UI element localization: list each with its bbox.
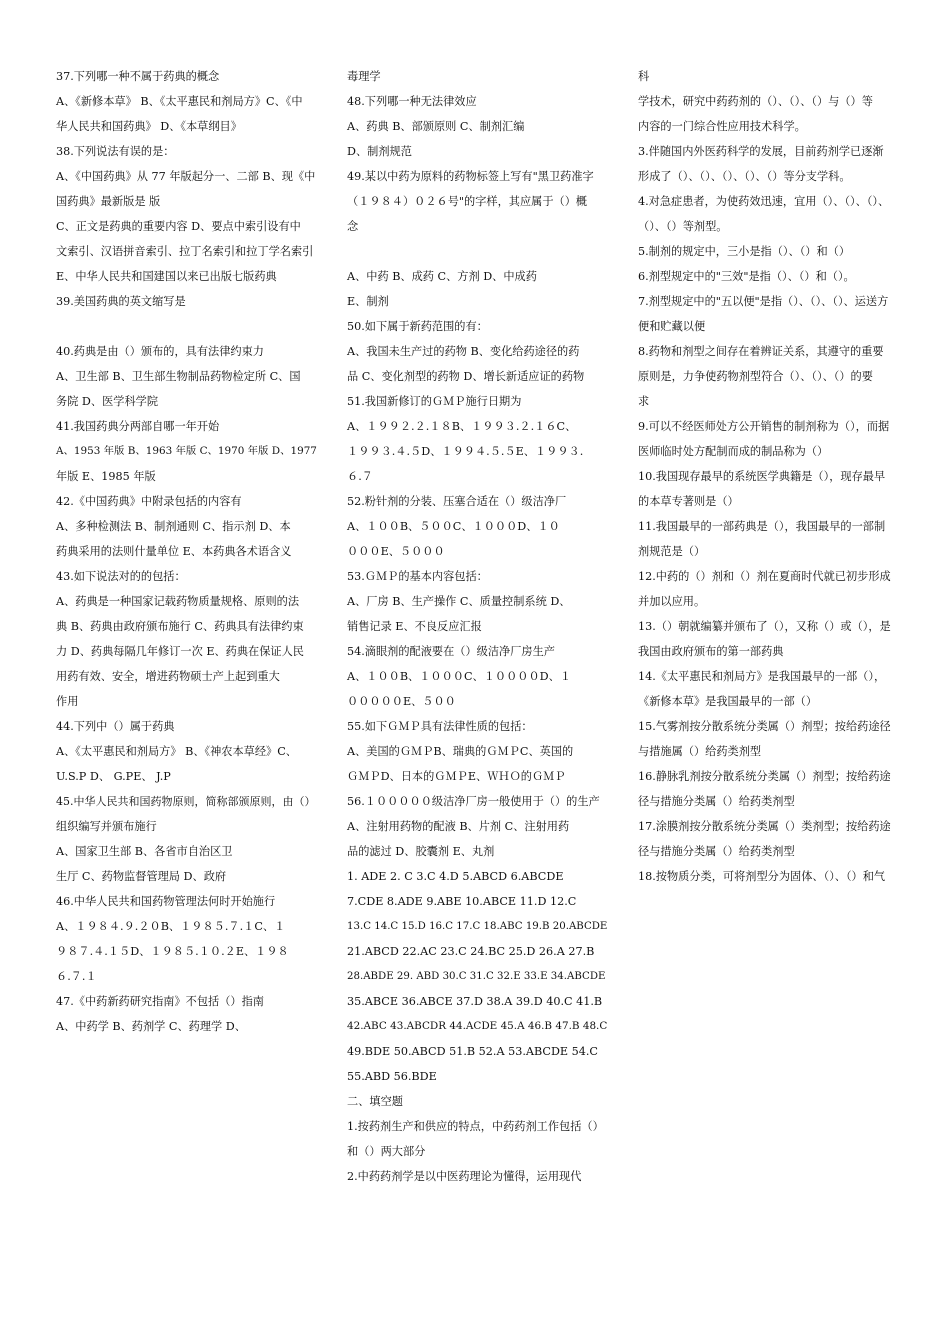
text-line: 与措施属（）给药类剂型	[638, 745, 762, 758]
text-line: 49.BDE 50.ABCD 51.B 52.A 53.ABCDE 54.C	[347, 1045, 598, 1058]
text-line: A、美国的ＧＭＰB、瑞典的ＧＭＰC、英国的	[347, 745, 574, 758]
text-line: 7.CDE 8.ADE 9.ABE 10.ABCE 11.D 12.C	[347, 895, 577, 908]
text-line: 52.粉针剂的分装、压塞合适在（）级洁净厂	[347, 495, 567, 508]
text-line: 4.对急症患者，为使药效迅速，宜用（）、（）、（）、	[638, 195, 890, 208]
text-line: 力 D、药典每隔几年修订一次 E、药典在保证人民	[56, 645, 304, 658]
text-line: 44.下列中（）属于药典	[56, 720, 175, 733]
text-line: A、药典 B、部颁原则 C、制剂汇编	[347, 120, 525, 133]
text-line: A、国家卫生部 B、各省市自治区卫	[56, 845, 233, 858]
text-line: 15.气雾剂按分散系统分类属（）剂型；按给药途径	[638, 720, 891, 733]
text-line	[56, 314, 318, 339]
text-line: 和（）两大部分	[347, 1145, 426, 1158]
text-line: A、卫生部 B、卫生部生物制品药物检定所 C、国	[56, 370, 301, 383]
text-line: 原则是，力争使药物剂型符合（）、（）、（）的要	[638, 370, 873, 383]
text-line: 的本草专著则是（）	[638, 495, 739, 508]
text-line: 科	[638, 70, 650, 83]
text-line: １９９３.４.５D、１９９４.５.５E、１９９３.	[347, 445, 584, 458]
text-line: 5.制剂的规定中，三小是指（）、（）和（）	[638, 245, 851, 258]
text-line: 56.１０００００级洁净厂房一般使用于（）的生产	[347, 795, 600, 808]
text-line: 47.《中药新药研究指南》不包括（）指南	[56, 995, 264, 1008]
text-line: 作用	[56, 695, 79, 708]
text-line: ６.７.１	[56, 970, 97, 983]
text-line: A、１９８４.９.２０B、１９８５.７.１C、１	[56, 920, 286, 933]
text-line: 药典采用的法则什量单位 E、本药典各术语含义	[56, 545, 292, 558]
text-line: 38.下列说法有误的是：	[56, 145, 175, 158]
text-line: A、我国未生产过的药物 B、变化给药途径的药	[347, 345, 580, 358]
text-line: C、正文是药典的重要内容 D、要点中索引设有中	[56, 220, 301, 233]
text-line: 11.我国最早的一部药典是（），我国最早的一部制	[638, 520, 886, 533]
text-line: 37.下列哪一种不属于药典的概念	[56, 70, 220, 83]
text-line: U.S.P D、 G.PE、 J.P	[56, 770, 171, 783]
text-line: 14.《太平惠民和剂局方》是我国最早的一部（），	[638, 670, 886, 683]
text-line: 剂规范是（）	[638, 545, 706, 558]
text-line: 品的滤过 D、胶囊剂 E、丸剂	[347, 845, 495, 858]
text-line: 便和贮藏以便	[638, 320, 706, 333]
text-line: 43.如下说法对的的包括：	[56, 570, 186, 583]
text-line: 10.我国现存最早的系统医学典籍是（），现存最早	[638, 470, 886, 483]
text-line: 《新修本草》是我国最早的一部（）	[638, 695, 818, 708]
text-line: A、１００B、５００C、１０００D、１０	[347, 520, 560, 533]
text-line: 形成了（）、（）、（）、（）、（）等分支学科。	[638, 170, 851, 183]
text-line: A、１００B、１０００C、１００００D、１	[347, 670, 572, 683]
text-column-3	[638, 64, 900, 889]
text-line: ６.７	[347, 470, 373, 483]
text-line: 生厅 C、药物监督管理局 D、政府	[56, 870, 227, 883]
text-line: 6.剂型规定中的"三效"是指（）、（）和（）。	[638, 270, 855, 283]
text-line: 念	[347, 220, 359, 233]
text-column-2	[347, 64, 609, 1189]
text-line: A、厂房 B、生产操作 C、质量控制系统 D、	[347, 595, 571, 608]
text-line: 45.中华人民共和国药物原则，简称部颁原则，由（）	[56, 795, 316, 808]
text-line: 1. ADE 2. C 3.C 4.D 5.ABCD 6.ABCDE	[347, 870, 564, 883]
text-line: ＧＭＰD、日本的ＧＭＰE、ＷＨＯ的ＧＭＰ	[347, 770, 566, 783]
text-line: 55.ABD 56.BDE	[347, 1070, 437, 1083]
text-line: （１９８４）０２６号"的字样，其应属于（）概	[347, 195, 588, 208]
text-line: 我国由政府颁布的第一部药典	[638, 645, 784, 658]
text-line: 50.如下属于新药范围的有：	[347, 320, 488, 333]
text-line: 42.《中国药典》中附录包括的内容有	[56, 495, 242, 508]
text-line: A、中药学 B、药剂学 C、药理学 D、	[56, 1020, 246, 1033]
text-line: 国药典》最新版是 版	[56, 195, 161, 208]
text-line: 3.伴随国内外医药科学的发展，目前药剂学已逐渐	[638, 145, 884, 158]
text-line: 用药有效、安全，增进药物硕士产上起到重大	[56, 670, 280, 683]
text-line: 并加以应用。	[638, 595, 706, 608]
text-line: 求	[638, 395, 650, 408]
text-line: 径与措施分类属（）给药类剂型	[638, 845, 795, 858]
text-line: E、制剂	[347, 295, 389, 308]
text-line: 8.药物和剂型之间存在着辨证关系，其遵守的重要	[638, 345, 884, 358]
text-line: A、《新修本草》 B、《太平惠民和剂局方》C、《中	[56, 95, 303, 108]
text-line: 17.涂膜剂按分散系统分类属（）类剂型；按给药途	[638, 820, 891, 833]
text-line: 二、填空题	[347, 1095, 403, 1108]
text-line: 41.我国药典分两部自哪一年开始	[56, 420, 220, 433]
text-line: 华人民共和国药典》 D、《本草纲目》	[56, 120, 242, 133]
text-line	[347, 239, 609, 264]
text-line: ０００E、５０００	[347, 545, 445, 558]
text-line: 医师临时处方配制而成的制品称为（）	[638, 445, 829, 458]
text-line: 学技术，研究中药药剂的（）、（）、（）与（）等	[638, 95, 873, 108]
text-line: 40.药典是由（）颁布的，具有法律约束力	[56, 345, 264, 358]
text-line: A、中药 B、成药 C、方剂 D、中成药	[347, 270, 537, 283]
text-line: 16.静脉乳剂按分散系统分类属（）剂型；按给药途	[638, 770, 891, 783]
text-line: 销售记录 E、不良反应汇报	[347, 620, 482, 633]
text-line: 21.ABCD 22.AC 23.C 24.BC 25.D 26.A 27.B	[347, 945, 595, 958]
text-line: 13.（）朝就编纂并颁布了（），又称（）或（），是	[638, 620, 891, 633]
text-line: 13.C 14.C 15.D 16.C 17.C 18.ABC 19.B 20.ABCDE	[347, 921, 608, 932]
text-line: 毒理学	[347, 70, 381, 83]
text-line: A、１９９２.２.１８B、１９９３.２.１６C、	[347, 420, 577, 433]
text-line: 品 C、变化剂型的药物 D、增长新适应证的药物	[347, 370, 585, 383]
text-line: 典 B、药典由政府颁布施行 C、药典具有法律约束	[56, 620, 304, 633]
text-line: 年版 E、1985 年版	[56, 470, 156, 483]
text-line: 49.某以中药为原料的药物标签上写有"黑卫药准字	[347, 170, 594, 183]
text-line: 7.剂型规定中的"五以便"是指（）、（）、（）、运送方	[638, 295, 889, 308]
text-line: A、《中国药典》从 77 年版起分一、二部 B、现《中	[56, 170, 316, 183]
text-line: 39.美国药典的英文缩写是	[56, 295, 186, 308]
text-line: E、中华人民共和国建国以来已出版七版药典	[56, 270, 277, 283]
text-line: 文索引、汉语拼音索引、拉丁名索引和拉丁学名索引	[56, 245, 314, 258]
text-line: ０００００E、５００	[347, 695, 456, 708]
text-line: 53.ＧＭＰ的基本内容包括：	[347, 570, 488, 583]
text-line: 组织编写并颁布施行	[56, 820, 157, 833]
text-line: 55.如下ＧＭＰ具有法律性质的包括：	[347, 720, 533, 733]
text-line: 内容的一门综合性应用技术科学。	[638, 120, 806, 133]
text-line: 46.中华人民共和国药物管理法何时开始施行	[56, 895, 276, 908]
text-line: 54.滴眼剂的配液要在（）级洁净厂房生产	[347, 645, 555, 658]
text-line: ９８７.４.１５D、１９８５.１０.２E、１９８	[56, 945, 289, 958]
text-line: 42.ABC 43.ABCDR 44.ACDE 45.A 46.B 47.B 48.C	[347, 1020, 608, 1032]
text-line: D、制剂规范	[347, 145, 412, 158]
text-line: A、药典是一种国家记载药物质量规格、原则的法	[56, 595, 300, 608]
text-line: 48.下列哪一种无法律效应	[347, 95, 477, 108]
text-line: 18.按物质分类，可将剂型分为固体、（）、（）和气	[638, 870, 886, 883]
text-line: A、1953 年版 B、1963 年版 C、1970 年版 D、1977	[56, 445, 317, 457]
text-line: （）、（）等剂型。	[638, 220, 728, 233]
text-line: 务院 D、医学科学院	[56, 395, 159, 408]
text-line: 12.中药的（）剂和（）剂在夏商时代就已初步形成	[638, 570, 891, 583]
text-line: 9.可以不经医师处方公开销售的制剂称为（），而据	[638, 420, 890, 433]
text-line: 28.ABDE 29. ABD 30.C 31.C 32.E 33.E 34.ABCDE	[347, 971, 606, 982]
text-line: A、《太平惠民和剂局方》 B、《神农本草经》C、	[56, 745, 297, 758]
text-line: 径与措施分类属（）给药类剂型	[638, 795, 795, 808]
text-line: 1.按药剂生产和供应的特点，中药药剂工作包括（）	[347, 1120, 604, 1133]
text-line: 35.ABCE 36.ABCE 37.D 38.A 39.D 40.C 41.B	[347, 995, 603, 1008]
text-line: 51.我国新修订的ＧＭＰ施行日期为	[347, 395, 522, 408]
text-line: A、多种检测法 B、制剂通则 C、指示剂 D、本	[56, 520, 291, 533]
text-line: 2.中药药剂学是以中医药理论为懂得，运用现代	[347, 1170, 582, 1183]
text-line: A、注射用药物的配液 B、片剂 C、注射用药	[347, 820, 570, 833]
text-column-1	[56, 64, 318, 1039]
